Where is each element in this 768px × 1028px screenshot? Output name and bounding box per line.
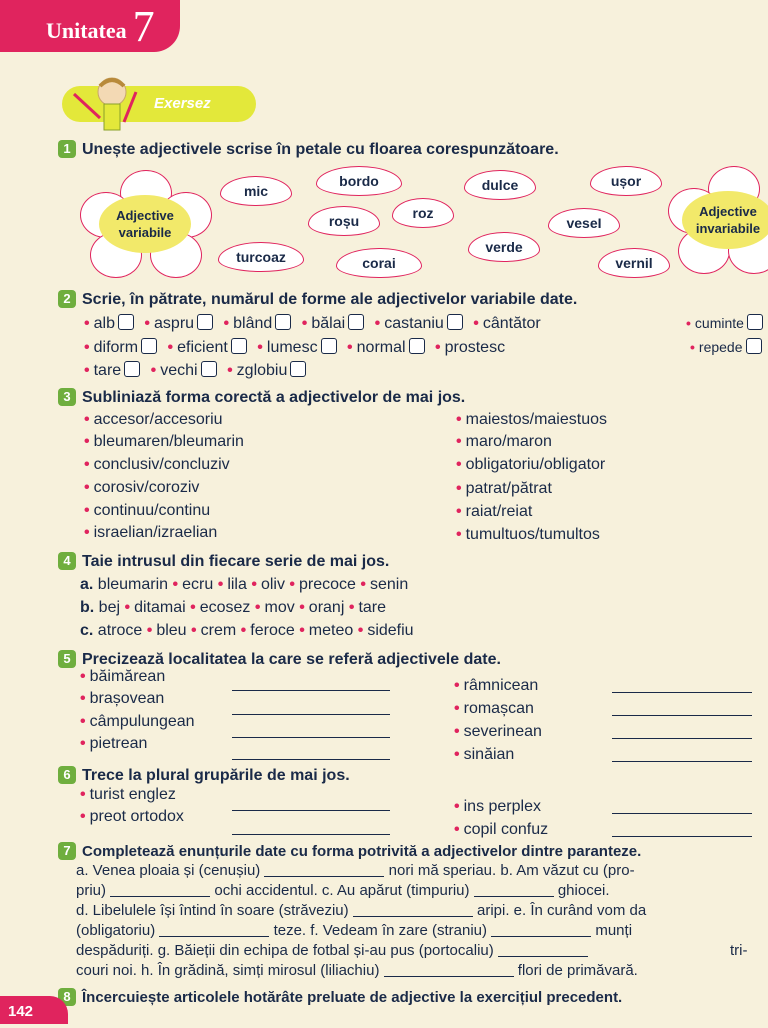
ex2-row1: • alb • aspru • blând • bălai • castaniu • cântător bbox=[84, 315, 541, 332]
answer-blank[interactable] bbox=[110, 896, 210, 897]
ex3-title bbox=[58, 388, 465, 407]
ex4-row-c: c. atroce • bleu • crem • feroce • meteo • sidefiu bbox=[80, 622, 414, 639]
ex5-item: • sinăian bbox=[454, 746, 515, 763]
flower-variabile bbox=[80, 170, 210, 278]
ex7-title bbox=[58, 842, 641, 860]
ex4-word[interactable]: mov bbox=[264, 599, 295, 616]
answer-line[interactable] bbox=[612, 738, 752, 739]
ex3-item[interactable]: • raiat/reiat bbox=[456, 503, 533, 520]
ex7-line-end: tri- bbox=[730, 942, 748, 959]
ex4-word[interactable]: atroce bbox=[97, 622, 143, 639]
ex3-item[interactable]: • tumultuos/tumultos bbox=[456, 526, 600, 543]
ex5-title-text: Precizează localitatea la care se referă adjectivele date. bbox=[82, 651, 501, 668]
unit-tab bbox=[0, 0, 180, 52]
ex2-word: vechi bbox=[160, 362, 198, 379]
ex5-title bbox=[58, 650, 501, 669]
ex5-item: • brașovean bbox=[80, 690, 165, 707]
answer-blank[interactable] bbox=[264, 876, 384, 877]
ex4-title-text: Taie intrusul din fiecare serie de mai jos. bbox=[82, 553, 390, 570]
ex8-number: 8 bbox=[58, 988, 76, 1006]
answer-line[interactable] bbox=[232, 759, 390, 760]
ex2-word: cântător bbox=[482, 315, 541, 332]
ex3-item[interactable]: • maro/maron bbox=[456, 433, 552, 450]
leaf-word[interactable]: dulce bbox=[464, 170, 536, 200]
ex4-word[interactable]: feroce bbox=[250, 622, 295, 639]
ex2-title bbox=[58, 290, 577, 309]
answer-line[interactable] bbox=[232, 690, 390, 691]
ex5-item: • râmnicean bbox=[454, 677, 539, 694]
ex4-word[interactable]: oranj bbox=[308, 599, 345, 616]
ex6-title-text: Trece la plural grupările de mai jos. bbox=[82, 767, 350, 784]
answer-blank[interactable] bbox=[474, 896, 554, 897]
ex3-item[interactable]: • conclusiv/concluziv bbox=[84, 456, 230, 473]
ex2-word: diform bbox=[93, 339, 139, 356]
ex4-word[interactable]: crem bbox=[200, 622, 237, 639]
leaf-word[interactable]: mic bbox=[220, 176, 292, 206]
unit-label: Unitatea bbox=[46, 18, 127, 43]
leaf-word[interactable]: roz bbox=[392, 198, 454, 228]
ex2-word: prostesc bbox=[444, 339, 506, 356]
ex1-title-text: Unește adjectivele scrise în petale cu floarea corespunzătoare. bbox=[82, 141, 559, 158]
leaf-word[interactable]: turcoaz bbox=[218, 242, 304, 272]
ex4-word[interactable]: ditamai bbox=[134, 599, 186, 616]
answer-blank[interactable] bbox=[491, 936, 591, 937]
ex3-item[interactable]: • israelian/izraelian bbox=[84, 524, 218, 541]
ex6-item: • copil confuz bbox=[454, 821, 549, 838]
answer-blank[interactable] bbox=[498, 956, 588, 957]
ex5-item: • câmpulungean bbox=[80, 713, 195, 730]
ex2-number: 2 bbox=[58, 290, 76, 308]
ex6-item: • turist englez bbox=[80, 786, 176, 803]
page-number: 142 bbox=[0, 996, 68, 1024]
leaf-word[interactable]: vernil bbox=[598, 248, 670, 278]
count-box[interactable] bbox=[201, 361, 217, 377]
leaf-word[interactable]: bordo bbox=[316, 166, 402, 196]
ex7-line: (obligatoriu) teze. f. Vedeam în zare (straniu) munți bbox=[76, 922, 633, 939]
ex4-word[interactable]: bleumarin bbox=[97, 576, 169, 593]
ex1-title bbox=[58, 140, 559, 159]
leaf-word[interactable]: corai bbox=[336, 248, 422, 278]
answer-blank[interactable] bbox=[384, 976, 514, 977]
ex7-title-text: Completează enunțurile date cu forma potrivită a adjectivelor dintre paranteze. bbox=[82, 843, 642, 860]
leaf-word[interactable]: ușor bbox=[590, 166, 662, 196]
count-box[interactable] bbox=[290, 361, 306, 377]
ex2-row3: • tare • vechi • zglobiu bbox=[84, 361, 312, 380]
ex2-row2-end: • repede bbox=[690, 338, 762, 355]
ex3-item[interactable]: • accesor/accesoriu bbox=[84, 411, 223, 428]
ex4-word[interactable]: lila bbox=[227, 576, 247, 593]
leaf-word[interactable]: verde bbox=[468, 232, 540, 262]
answer-line[interactable] bbox=[612, 836, 752, 837]
answer-line[interactable] bbox=[232, 834, 390, 835]
ex4-word[interactable]: bej bbox=[98, 599, 121, 616]
answer-line[interactable] bbox=[612, 692, 752, 693]
ex2-word: castaniu bbox=[384, 315, 444, 332]
ex2-row1-end: • cuminte bbox=[686, 314, 763, 331]
leaf-word[interactable]: veseI bbox=[548, 208, 620, 238]
leaf-word[interactable]: roșu bbox=[308, 206, 380, 236]
count-box[interactable] bbox=[231, 338, 247, 354]
ex3-item[interactable]: • corosiv/coroziv bbox=[84, 479, 200, 496]
ex2-word: lumesc bbox=[266, 339, 318, 356]
ex3-item[interactable]: • bleumaren/bleumarin bbox=[84, 433, 244, 450]
ex4-number: 4 bbox=[58, 552, 76, 570]
ex3-number: 3 bbox=[58, 388, 76, 406]
ex3-item[interactable]: • maiestos/maiestuos bbox=[456, 411, 607, 428]
answer-line[interactable] bbox=[612, 715, 752, 716]
count-box[interactable] bbox=[321, 338, 337, 354]
count-box[interactable] bbox=[447, 314, 463, 330]
count-box[interactable] bbox=[124, 361, 140, 377]
ex2-word: zglobiu bbox=[236, 362, 288, 379]
count-box[interactable] bbox=[747, 314, 763, 330]
ex2-word: aspru bbox=[154, 315, 195, 332]
ex7-line: couri noi. h. În grădină, simți mirosul (liliachiu) flori de primăvară. bbox=[76, 962, 638, 979]
ex2-word: alb bbox=[93, 315, 115, 332]
unit-number: 7 bbox=[132, 1, 155, 51]
ex4-row-a: a. bleumarin • ecru • lila • oliv • precoce • senin bbox=[80, 576, 409, 593]
ex1-number: 1 bbox=[58, 140, 76, 158]
ex3-item[interactable]: • obligatoriu/obligator bbox=[456, 456, 606, 473]
count-box[interactable] bbox=[118, 314, 134, 330]
ex2-word: blând bbox=[233, 315, 273, 332]
answer-line[interactable] bbox=[232, 714, 390, 715]
ex3-title-text: Subliniază forma corectă a adjectivelor de mai jos. bbox=[82, 389, 466, 406]
ex6-item: • ins perplex bbox=[454, 798, 541, 815]
answer-line[interactable] bbox=[612, 761, 752, 762]
ex7-line: a. Venea ploaia și (cenușiu) nori mă speriau. b. Am văzut cu (pro- bbox=[76, 862, 635, 879]
count-box[interactable] bbox=[141, 338, 157, 354]
banner-label: Exersez bbox=[154, 95, 211, 112]
ex2-word: eficient bbox=[177, 339, 228, 356]
ex3-item[interactable]: • patrat/pătrat bbox=[456, 480, 552, 497]
ex2-word: bălai bbox=[311, 315, 346, 332]
flower-variabile-label: Adjective variabile bbox=[99, 195, 191, 253]
ex6-number: 6 bbox=[58, 766, 76, 784]
ex4-word[interactable]: bleu bbox=[156, 622, 187, 639]
ex2-row2: • diform • eficient • lumesc • normal • prostesc bbox=[84, 339, 506, 356]
mascot-illustration bbox=[66, 74, 146, 134]
ex2-word: tare bbox=[93, 362, 122, 379]
ex8-title bbox=[58, 988, 622, 1006]
count-box[interactable] bbox=[275, 314, 291, 330]
ex5-item: • severinean bbox=[454, 723, 542, 740]
ex2-word: cuminte bbox=[694, 315, 744, 331]
ex3-item[interactable]: • continuu/continu bbox=[84, 502, 211, 519]
ex2-word: normal bbox=[356, 339, 406, 356]
ex6-title bbox=[58, 766, 350, 785]
ex4-word[interactable]: ecru bbox=[182, 576, 214, 593]
ex5-item: • băimărean bbox=[80, 668, 166, 685]
flower-invariabile-label: Adjective invariabile bbox=[682, 191, 768, 249]
count-box[interactable] bbox=[746, 338, 762, 354]
ex8-title-text: Încercuiește articolele hotărâte preluate de adjective la exercițiul precedent. bbox=[82, 989, 623, 1006]
ex5-number: 5 bbox=[58, 650, 76, 668]
ex4-title bbox=[58, 552, 389, 571]
ex2-word: repede bbox=[698, 339, 743, 355]
ex7-line: despăduriți. g. Băieții din echipa de fotbal și-au pus (portocaliu) bbox=[76, 942, 588, 959]
flower-invariabile bbox=[668, 166, 768, 274]
ex5-item: • pietrean bbox=[80, 735, 148, 752]
answer-blank[interactable] bbox=[159, 936, 269, 937]
ex4-word[interactable]: ecosez bbox=[199, 599, 251, 616]
answer-line[interactable] bbox=[232, 737, 390, 738]
count-box[interactable] bbox=[409, 338, 425, 354]
answer-line[interactable] bbox=[612, 813, 752, 814]
count-box[interactable] bbox=[348, 314, 364, 330]
ex4-word[interactable]: tare bbox=[358, 599, 387, 616]
ex4-word[interactable]: sidefiu bbox=[367, 622, 414, 639]
answer-line[interactable] bbox=[232, 810, 390, 811]
ex2-title-text: Scrie, în pătrate, numărul de forme ale adjectivelor variabile date. bbox=[82, 291, 578, 308]
ex4-word[interactable]: precoce bbox=[299, 576, 356, 593]
ex4-word[interactable]: oliv bbox=[260, 576, 285, 593]
ex4-word[interactable]: meteo bbox=[308, 622, 354, 639]
ex4-row-b: b. bej • ditamai • ecosez • mov • oranj • tare bbox=[80, 599, 387, 616]
ex4-word[interactable]: senin bbox=[370, 576, 409, 593]
ex7-line: priu) ochi accidentul. c. Au apărut (timpuriu) ghiocei. bbox=[76, 882, 610, 899]
ex7-line: d. Libelulele își întind în soare (străveziu) aripi. e. În curând vom da bbox=[76, 902, 647, 919]
count-box[interactable] bbox=[197, 314, 213, 330]
ex5-item: • romașcan bbox=[454, 700, 534, 717]
answer-blank[interactable] bbox=[353, 916, 473, 917]
ex7-number: 7 bbox=[58, 842, 76, 860]
ex6-item: • preot ortodox bbox=[80, 808, 184, 825]
